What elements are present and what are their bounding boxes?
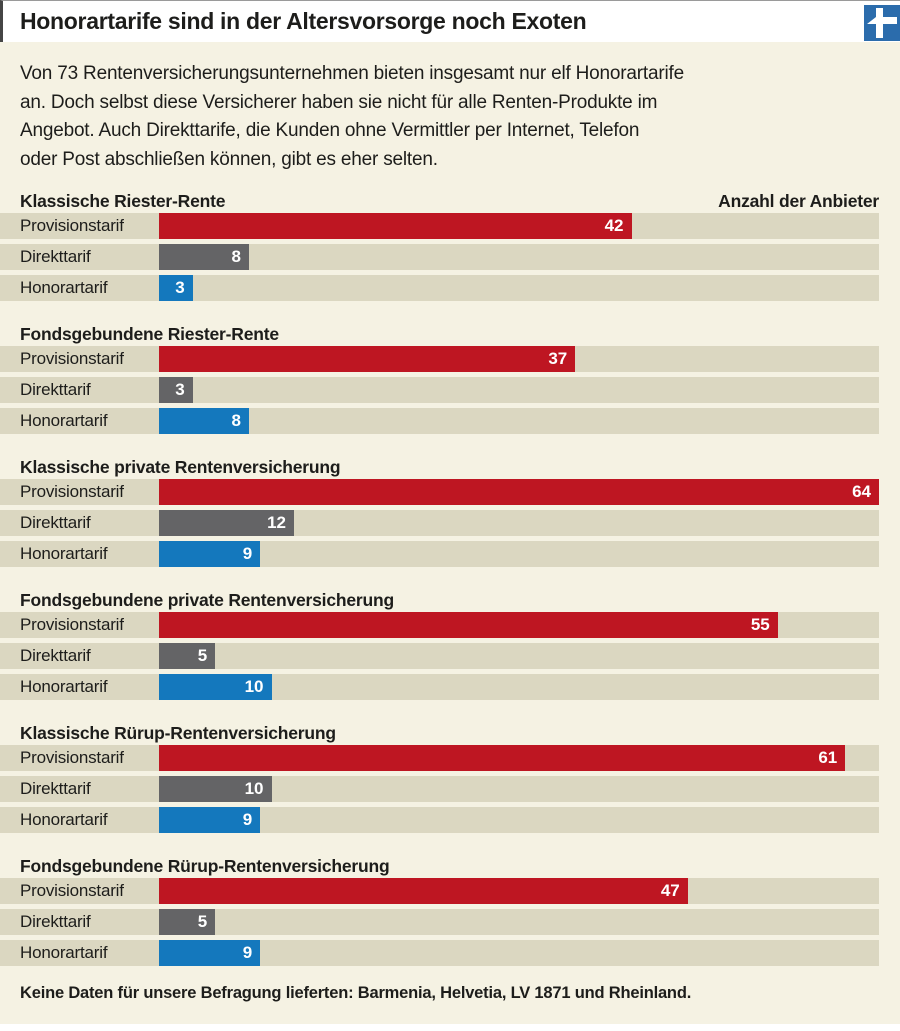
row-label: Honorartarif	[20, 278, 108, 297]
bar-row	[0, 244, 879, 270]
bar-row	[0, 674, 879, 700]
row-label: Honorartarif	[20, 411, 108, 430]
bar-row	[0, 213, 879, 239]
bar-1	[159, 643, 215, 669]
group-title: Fondsgebundene Rürup-Rentenversicherung	[20, 856, 390, 876]
intro-line: oder Post abschließen können, gibt es eher selten.	[20, 148, 438, 170]
row-label: Direkttarif	[20, 380, 91, 399]
intro-line: an. Doch selbst diese Versicherer haben sie nicht für alle Renten-Produkte im	[20, 91, 658, 113]
chart-group	[0, 721, 900, 833]
bar-value: 3	[175, 278, 185, 297]
bar-value: 37	[548, 349, 568, 368]
bar-row	[0, 510, 879, 536]
bar-row	[0, 275, 879, 301]
bar-row	[0, 909, 879, 935]
header-band	[0, 0, 900, 42]
axis-label: Anzahl der Anbieter	[718, 191, 879, 211]
group-title: Klassische Riester-Rente	[20, 191, 226, 211]
intro-paragraph	[0, 42, 900, 174]
chart-group	[0, 854, 900, 966]
row-label: Honorartarif	[20, 810, 108, 829]
intro-line: Angebot. Auch Direkttarife, die Kunden ohne Vermittler per Internet, Telefon	[20, 120, 640, 141]
bar-value: 8	[231, 247, 241, 266]
bar-0	[159, 346, 575, 372]
chart-group	[0, 322, 900, 434]
bar-value: 10	[244, 779, 264, 798]
row-label: Provisionstarif	[20, 615, 124, 634]
bar-value: 9	[242, 810, 253, 829]
bar-1	[159, 909, 215, 935]
bar-value: 9	[242, 943, 253, 962]
bar-value: 55	[750, 615, 770, 634]
bar-row	[0, 807, 879, 833]
bar-1	[159, 776, 272, 802]
group-title: Fondsgebundene Riester-Rente	[20, 324, 279, 344]
bar-row	[0, 377, 879, 403]
group-title: Fondsgebundene private Rentenversicherung	[20, 590, 394, 610]
row-label: Direkttarif	[20, 247, 91, 266]
bar-2	[159, 940, 260, 966]
bar-0	[159, 213, 632, 239]
bar-1	[159, 377, 193, 403]
bar-0	[159, 745, 845, 771]
bar-value: 47	[660, 881, 680, 900]
bar-1	[159, 244, 249, 270]
bar-2	[159, 541, 260, 567]
bar-value: 8	[231, 411, 241, 430]
bar-row	[0, 346, 879, 372]
bar-row	[0, 940, 879, 966]
group-title: Klassische private Rentenversicherung	[20, 457, 341, 477]
bar-value: 3	[175, 380, 185, 399]
group-heading-row	[20, 455, 879, 479]
group-title: Klassische Rürup-Rentenversicherung	[20, 723, 336, 743]
chart-group	[0, 588, 900, 700]
row-label: Provisionstarif	[20, 748, 124, 767]
bar-value: 64	[852, 482, 871, 501]
bar-value: 12	[267, 513, 286, 532]
row-label: Honorartarif	[20, 544, 108, 563]
bar-row	[0, 612, 879, 638]
bar-2	[159, 807, 260, 833]
intro-line: Von 73 Rentenversicherungsunternehmen bieten insgesamt nur elf Honorartarife	[20, 63, 684, 84]
row-label: Provisionstarif	[20, 482, 124, 501]
bar-value: 9	[242, 544, 253, 563]
bar-value: 5	[197, 646, 208, 665]
bar-2	[159, 674, 272, 700]
row-label: Honorartarif	[20, 677, 108, 696]
bar-value: 61	[818, 748, 838, 767]
group-heading-row	[20, 189, 879, 213]
bar-value: 5	[197, 912, 208, 931]
bar-row	[0, 878, 879, 904]
bar-row	[0, 541, 879, 567]
row-label: Provisionstarif	[20, 216, 124, 235]
chart	[0, 189, 900, 966]
bar-value: 10	[244, 677, 264, 696]
group-heading-row	[20, 588, 879, 612]
bar-row	[0, 745, 879, 771]
bar-0	[159, 612, 778, 638]
row-label: Direkttarif	[20, 646, 91, 665]
group-heading-row	[20, 721, 879, 745]
row-label: Honorartarif	[20, 943, 108, 962]
row-label: Provisionstarif	[20, 881, 124, 900]
group-heading-row	[20, 322, 879, 346]
row-label: Direkttarif	[20, 912, 91, 931]
row-label: Direkttarif	[20, 513, 91, 532]
bar-0	[159, 878, 688, 904]
bottom-strip	[0, 1024, 900, 1031]
group-heading-row	[20, 854, 879, 878]
page-title: Honorartarife sind in der Altersvorsorge noch Exoten	[20, 8, 587, 34]
handelsblatt-logo-icon	[864, 5, 900, 41]
bar-row	[0, 479, 879, 505]
chart-group	[0, 455, 900, 567]
footer-note: Keine Daten für unsere Befragung lieferten: Barmenia, Helvetia, LV 1871 und Rheinland.	[20, 984, 692, 1002]
bar-1	[159, 510, 294, 536]
bar-2	[159, 275, 193, 301]
bar-2	[159, 408, 249, 434]
bar-row	[0, 776, 879, 802]
bar-row	[0, 643, 879, 669]
bar-value: 42	[604, 216, 624, 235]
bar-row	[0, 408, 879, 434]
bar-0	[159, 479, 879, 505]
row-label: Provisionstarif	[20, 349, 124, 368]
row-label: Direkttarif	[20, 779, 91, 798]
chart-group	[0, 189, 900, 301]
